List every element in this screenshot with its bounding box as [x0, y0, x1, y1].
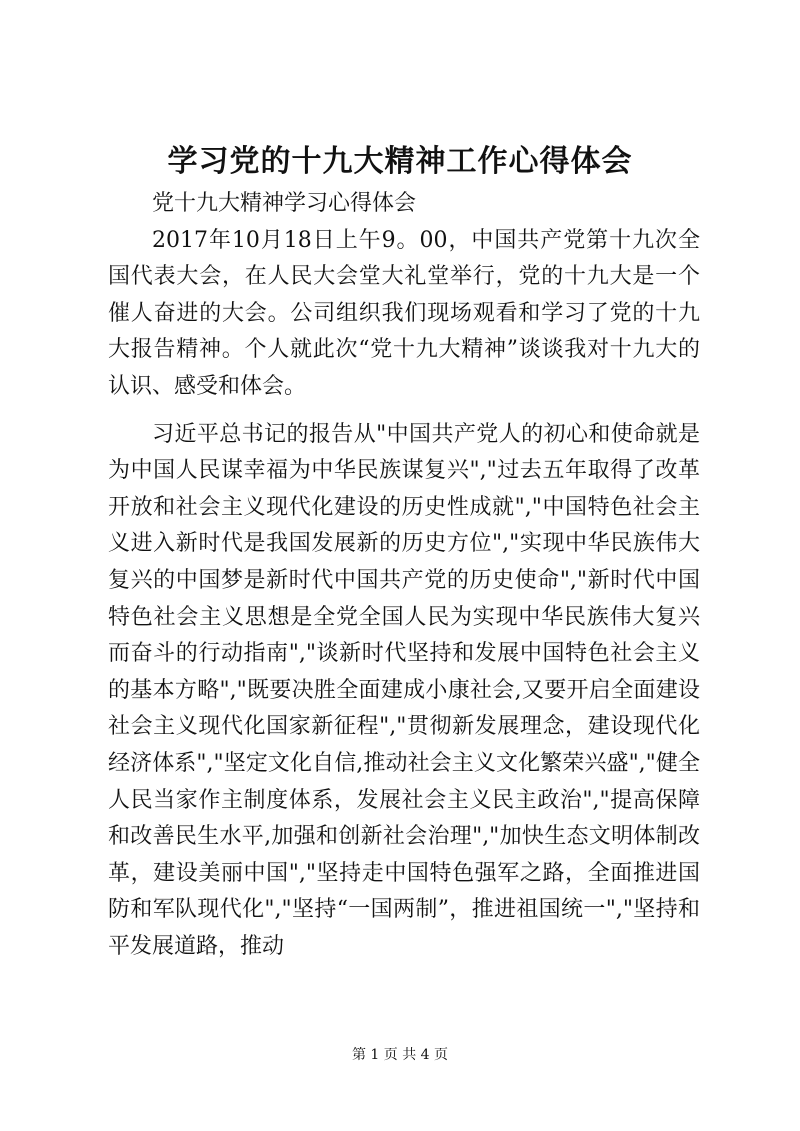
- document-body: [108, 186, 700, 965]
- paragraph-1: 2017年10月18日上午9。00，中国共产党第十九次全国代表大会，在人民大会堂大礼堂举行，党的十九大是一个催人奋进的大会。公司组织我们现场观看和学习了党的十九大报告精神。个人就此次“党十九大精神”谈谈我对十九大的认识、感受和体会。: [108, 227, 700, 399]
- paragraph-2: 习近平总书记的报告从"中国共产党人的初心和使命就是为中国人民谋幸福为中华民族谋复兴","过去五年取得了改革开放和社会主义现代化建设的历史性成就","中国特色社会主义进入新时代是我国发展新的历史方位","实现中华民族伟大复兴的中国梦是新时代中国共产党的历史使命","新时代中国特色社会主义思想是全党全国人民为实现中华民族伟大复兴而奋斗的行动指南","谈新时代坚持和发展中国特色社会主义的基本方略","既要决胜全面建成小康社会,又要开启全面建设社会主义现代化国家新征程","贯彻新发展理念，建设现代化经济体系","坚定文化自信,推动社会主义文化繁荣兴盛","健全人民当家作主制度体系，发展社会主义民主政治","提高保障和改善民生水平,加强和创新社会治理","加快生态文明体制改革，建设美丽中国","坚持走中国特色强军之路，全面推进国防和军队现代化","坚持“一国两制”，推进祖国统一","坚持和平发展道路，推动: [108, 421, 700, 959]
- document-title: 学习党的十九大精神工作心得体会: [167, 144, 633, 179]
- page-number-footer: 第 1 页 共 4 页: [351, 1047, 449, 1063]
- document-subtitle: 党十九大精神学习心得体会: [152, 191, 417, 216]
